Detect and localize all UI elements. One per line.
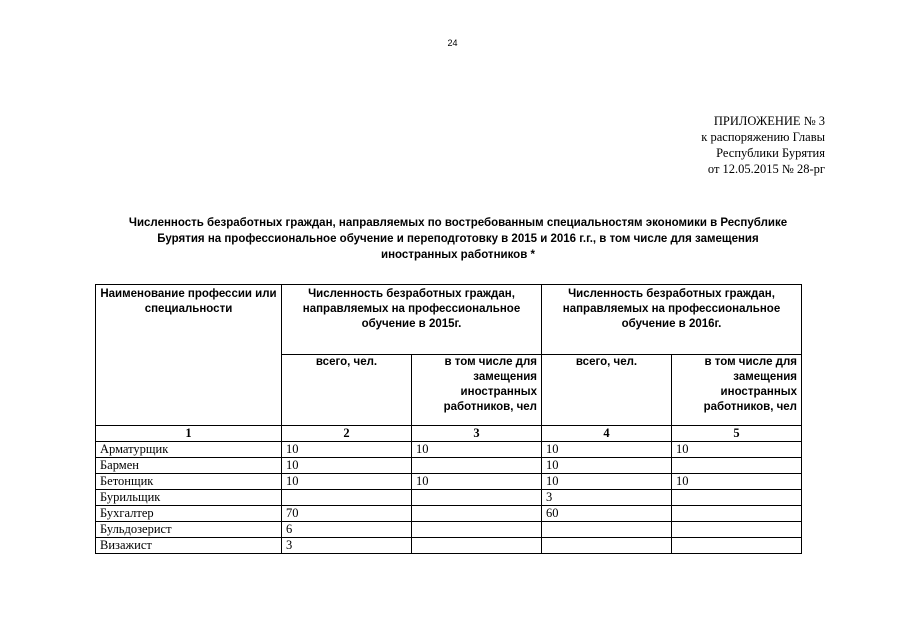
profession-name: Бурильщик: [96, 490, 282, 506]
header-group-2016: Численность безработных граждан, направляемых на профессиональное обучение в 2016г.: [542, 285, 802, 355]
profession-name: Бетонщик: [96, 474, 282, 490]
foreign-2016-value: 10: [672, 474, 802, 490]
foreign-2015-value: 10: [412, 442, 542, 458]
total-2015-value: 6: [282, 522, 412, 538]
table-row: [96, 522, 802, 538]
profession-name: Бухгалтер: [96, 506, 282, 522]
profession-name: Бармен: [96, 458, 282, 474]
foreign-2016-value: [672, 490, 802, 506]
table-row: [96, 506, 802, 522]
document-title: [60, 215, 856, 263]
total-2015-value: 3: [282, 538, 412, 554]
total-2016-value: 10: [542, 458, 672, 474]
foreign-2016-value: 10: [672, 442, 802, 458]
appendix-block: [701, 113, 825, 177]
table-row: [96, 538, 802, 554]
unemployed-training-table: [95, 284, 802, 554]
header-foreign-2015: в том числе для замещения иностранных работников, чел: [412, 355, 542, 426]
column-number-1: 1: [96, 426, 282, 442]
title-line-1: Численность безработных граждан, направляемых по востребованным специальностям экономики в Республике: [128, 217, 788, 229]
foreign-2015-value: 10: [412, 474, 542, 490]
total-2015-value: 70: [282, 506, 412, 522]
foreign-2015-value: [412, 522, 542, 538]
foreign-2016-value: [672, 458, 802, 474]
foreign-2016-value: [672, 538, 802, 554]
table-row: [96, 458, 802, 474]
total-2016-value: 3: [542, 490, 672, 506]
page-number: 24: [447, 38, 458, 48]
total-2016-value: [542, 522, 672, 538]
appendix-line-4: от 12.05.2015 № 28-рг: [707, 162, 825, 176]
appendix-line-1: ПРИЛОЖЕНИЕ № 3: [713, 114, 825, 128]
total-2015-value: 10: [282, 474, 412, 490]
column-number-3: 3: [412, 426, 542, 442]
profession-name: Визажист: [96, 538, 282, 554]
total-2015-value: [282, 490, 412, 506]
appendix-line-3: Республики Бурятия: [716, 146, 825, 160]
header-group-2015: Численность безработных граждан, направляемых на профессиональное обучение в 2015г.: [282, 285, 542, 355]
profession-name: Арматурщик: [96, 442, 282, 458]
table-row: [96, 474, 802, 490]
header-total-2016: всего, чел.: [542, 355, 672, 426]
header-total-2015: всего, чел.: [282, 355, 412, 426]
total-2016-value: 60: [542, 506, 672, 522]
header-foreign-2016: в том числе для замещения иностранных работников, чел: [672, 355, 802, 426]
total-2016-value: 10: [542, 442, 672, 458]
total-2015-value: 10: [282, 458, 412, 474]
column-number-2: 2: [282, 426, 412, 442]
column-number-5: 5: [672, 426, 802, 442]
foreign-2015-value: [412, 458, 542, 474]
header-profession: Наименование профессии или специальности: [96, 285, 282, 426]
foreign-2015-value: [412, 506, 542, 522]
total-2016-value: 10: [542, 474, 672, 490]
foreign-2016-value: [672, 522, 802, 538]
profession-name: Бульдозерист: [96, 522, 282, 538]
title-line-3: иностранных работников *: [381, 249, 535, 261]
total-2015-value: 10: [282, 442, 412, 458]
title-line-2: Бурятия на профессиональное обучение и переподготовку в 2015 и 2016 г.г., в том числе для замещения: [157, 233, 759, 245]
foreign-2015-value: [412, 538, 542, 554]
table-row: [96, 490, 802, 506]
total-2016-value: [542, 538, 672, 554]
table-row: [96, 442, 802, 458]
column-number-4: 4: [542, 426, 672, 442]
appendix-line-2: к распоряжению Главы: [701, 130, 825, 144]
foreign-2015-value: [412, 490, 542, 506]
foreign-2016-value: [672, 506, 802, 522]
